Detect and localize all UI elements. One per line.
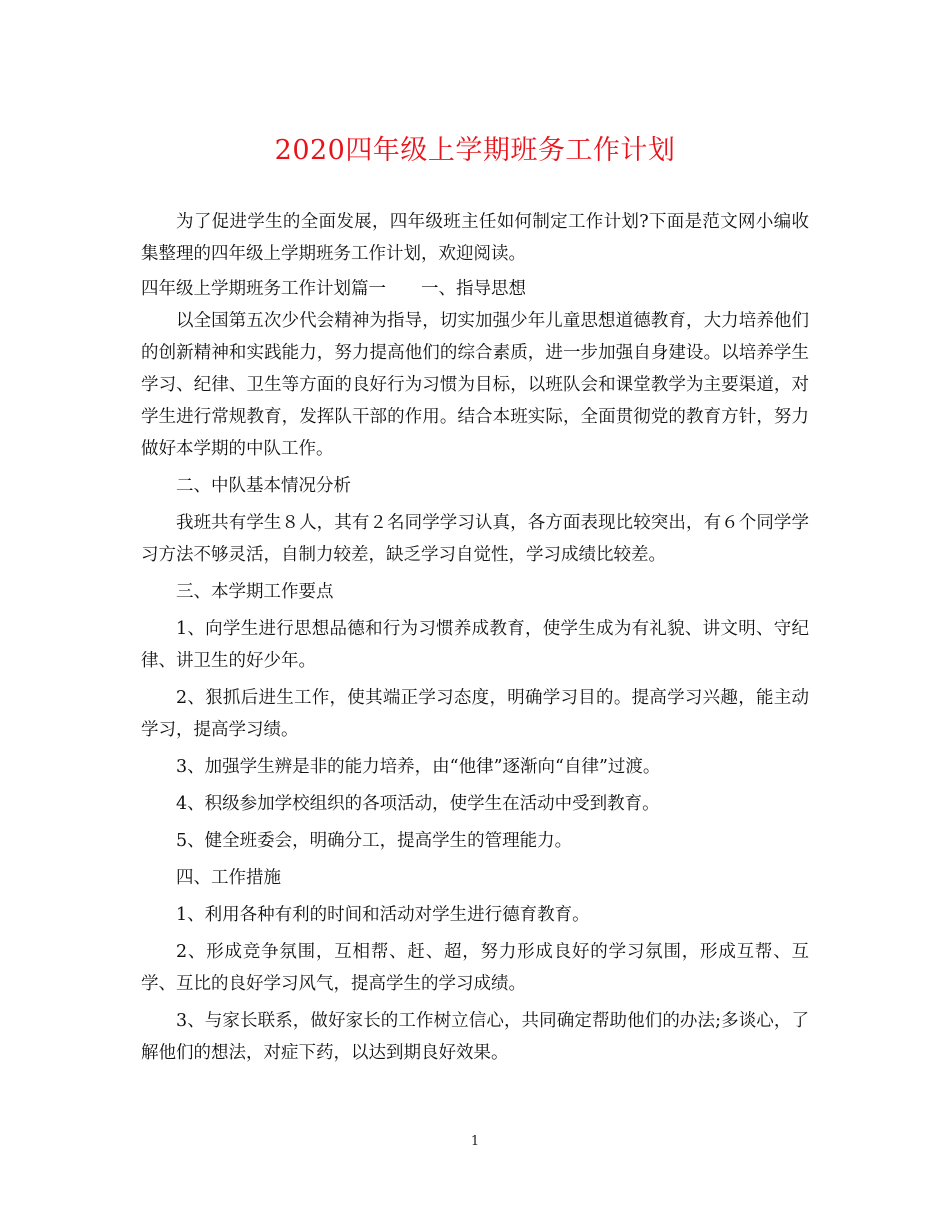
key-point-5: 5、健全班委会，明确分工，提高学生的管理能力。 — [176, 831, 573, 851]
key-point-1: 1、向学生进行思想品德和行为习惯养成教育，使学生成为有礼貌、讲文明、守纪律、讲卫生的好少年。 — [141, 619, 809, 671]
document-body — [141, 206, 809, 1069]
section-heading-measures: 四、工作措施 — [176, 868, 281, 888]
section-heading-guiding-ideology: 四年级上学期班务工作计划篇一 一、指导思想 — [141, 279, 526, 299]
measure-1: 1、利用各种有利的时间和活动对学生进行德育教育。 — [176, 905, 590, 925]
document-title: 2020四年级上学期班务工作计划 — [274, 135, 676, 166]
key-point-3: 3、加强学生辨是非的能力培养，由“他律”逐渐向“自律”过渡。 — [176, 757, 661, 777]
measure-2: 2、形成竞争氛围，互相帮、赶、超，努力形成良好的学习氛围，形成互帮、互学、互比的良好学习风气，提高学生的学习成绩。 — [141, 942, 809, 994]
section-heading-key-points: 三、本学期工作要点 — [176, 582, 334, 602]
page-number: 1 — [470, 1134, 480, 1149]
intro-paragraph: 为了促进学生的全面发展，四年级班主任如何制定工作计划?下面是范文网小编收集整理的四年级上学期班务工作计划，欢迎阅读。 — [141, 212, 809, 264]
guiding-ideology-paragraph: 以全国第五次少代会精神为指导，切实加强少年儿童思想道德教育，大力培养他们的创新精神和实践能力，努力提高他们的综合素质，进一步加强自身建设。以培养学生学习、纪律、卫生等方面的良好行为习惯为目标，以班队会和课堂教学为主要渠道，对学生进行常规教育，发挥队干部的作用。结合本班实际，全面贯彻党的教育方针，努力做好本学期的中队工作。 — [141, 311, 809, 459]
measure-3: 3、与家长联系，做好家长的工作树立信心，共同确定帮助他们的办法;多谈心，了解他们的想法，对症下药，以达到期良好效果。 — [141, 1011, 809, 1063]
key-point-2: 2、狠抓后进生工作，使其端正学习态度，明确学习目的。提高学习兴趣，能主动学习，提高学习绩。 — [141, 688, 809, 740]
class-analysis-paragraph: 我班共有学生８人，其有２名同学学习认真，各方面表现比较突出，有６个同学学习方法不够灵活，自制力较差，缺乏学习自觉性，学习成绩比较差。 — [141, 513, 809, 565]
key-point-4: 4、积级参加学校组织的各项活动，使学生在活动中受到教育。 — [176, 794, 660, 814]
section-heading-class-analysis: 二、中队基本情况分析 — [176, 476, 351, 496]
